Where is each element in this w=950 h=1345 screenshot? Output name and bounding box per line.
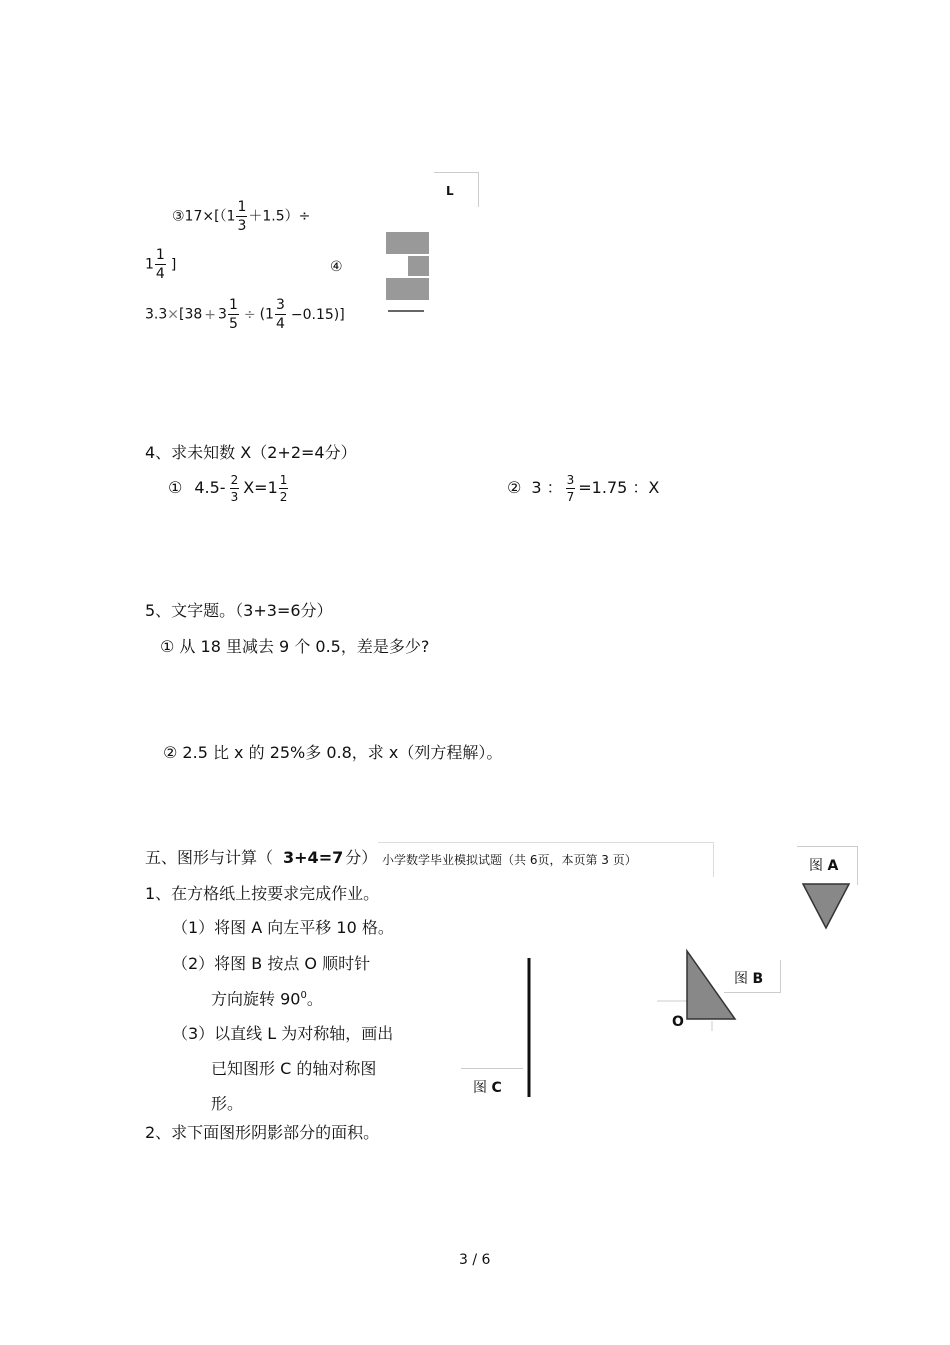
- task-1-step-3b: 已知图形 C 的轴对称图: [211, 1059, 377, 1078]
- point-o-label: O: [672, 1014, 684, 1030]
- grey-block-bottom: [386, 278, 429, 300]
- word-problem-2: ② 2.5 比 x 的 25%多 0.8，求 x（列方程解）。: [163, 743, 503, 762]
- task-1-step-2b: 方向旋转 $90^0$。: [211, 989, 323, 1009]
- grey-block-top: [386, 232, 429, 254]
- page-number: 3 / 6: [459, 1252, 491, 1268]
- calc-item-4-label: ④: [330, 259, 343, 275]
- grey-block-middle: [408, 256, 429, 276]
- figure-a-label-box: [797, 846, 858, 885]
- task-2: 2、求下面图形阴影部分的面积。: [145, 1123, 380, 1142]
- word-problem-1: ① 从 18 里减去 9 个 0.5，差是多少?: [160, 637, 430, 656]
- page-header-note: 小学数学毕业模拟试题（共 6页，本页第 3 页）: [382, 853, 637, 867]
- line-l-label: L: [446, 184, 454, 198]
- fraction: $\frac{1}{3}$: [237, 199, 247, 234]
- section-v-title: 五、图形与计算（ 3+4=7 分）: [145, 848, 378, 867]
- task-1-step-3a: （3）以直线 L 为对称轴，画出: [172, 1024, 394, 1043]
- task-1: 1、在方格纸上按要求完成作业。: [145, 884, 380, 903]
- page-header-note-box: [378, 842, 714, 877]
- figure-c-label-box: [461, 1068, 523, 1101]
- task-1-step-1: （1）将图 A 向左平移 10 格。: [172, 918, 394, 937]
- figure-b-label-box: [724, 960, 781, 993]
- calc-item-3: ③17×[（1 $\frac{1}{3}$ ＋1.5）÷: [172, 199, 311, 234]
- equation-2: ② 3 ： $\frac{3}{7}$ =1.75 ：X: [507, 473, 660, 504]
- figure-c-label: 图 C: [473, 1080, 502, 1096]
- calc-item-4: 3.3×[38 + 3 $\frac{1}{5}$ ÷ (1 $\frac{3}{4}$ −0.15)]: [145, 297, 345, 332]
- task-1-step-3c: 形。: [211, 1094, 244, 1113]
- fraction: $\frac{3}{4}$: [275, 297, 285, 332]
- figure-a-triangle: [800, 882, 852, 932]
- figure-a-label: 图 A: [809, 858, 839, 874]
- line-l-label-box: [434, 172, 479, 207]
- section-5-title: 5、文字题。（3+3=6分）: [145, 601, 333, 620]
- section-4-title: 4、求未知数 X（2+2=4分）: [145, 443, 357, 462]
- fraction: $\frac{1}{4}$: [155, 247, 165, 282]
- fraction: $\frac{3}{7}$: [566, 473, 575, 504]
- task-1-step-2a: （2）将图 B 按点 O 顺时针: [172, 954, 371, 973]
- figure-b-label: 图 B: [734, 971, 764, 987]
- equation-1: ① 4.5- $\frac{2}{3}$ X=1 $\frac{1}{2}$: [168, 473, 288, 504]
- fraction: $\frac{1}{2}$: [279, 473, 288, 504]
- calc-item-3-cont: 1 $\frac{1}{4}$ ]: [145, 247, 177, 282]
- shaded-figure: [380, 228, 440, 318]
- fraction: $\frac{2}{3}$: [230, 473, 239, 504]
- line-l: [524, 955, 534, 1100]
- fraction: $\frac{1}{5}$: [228, 297, 238, 332]
